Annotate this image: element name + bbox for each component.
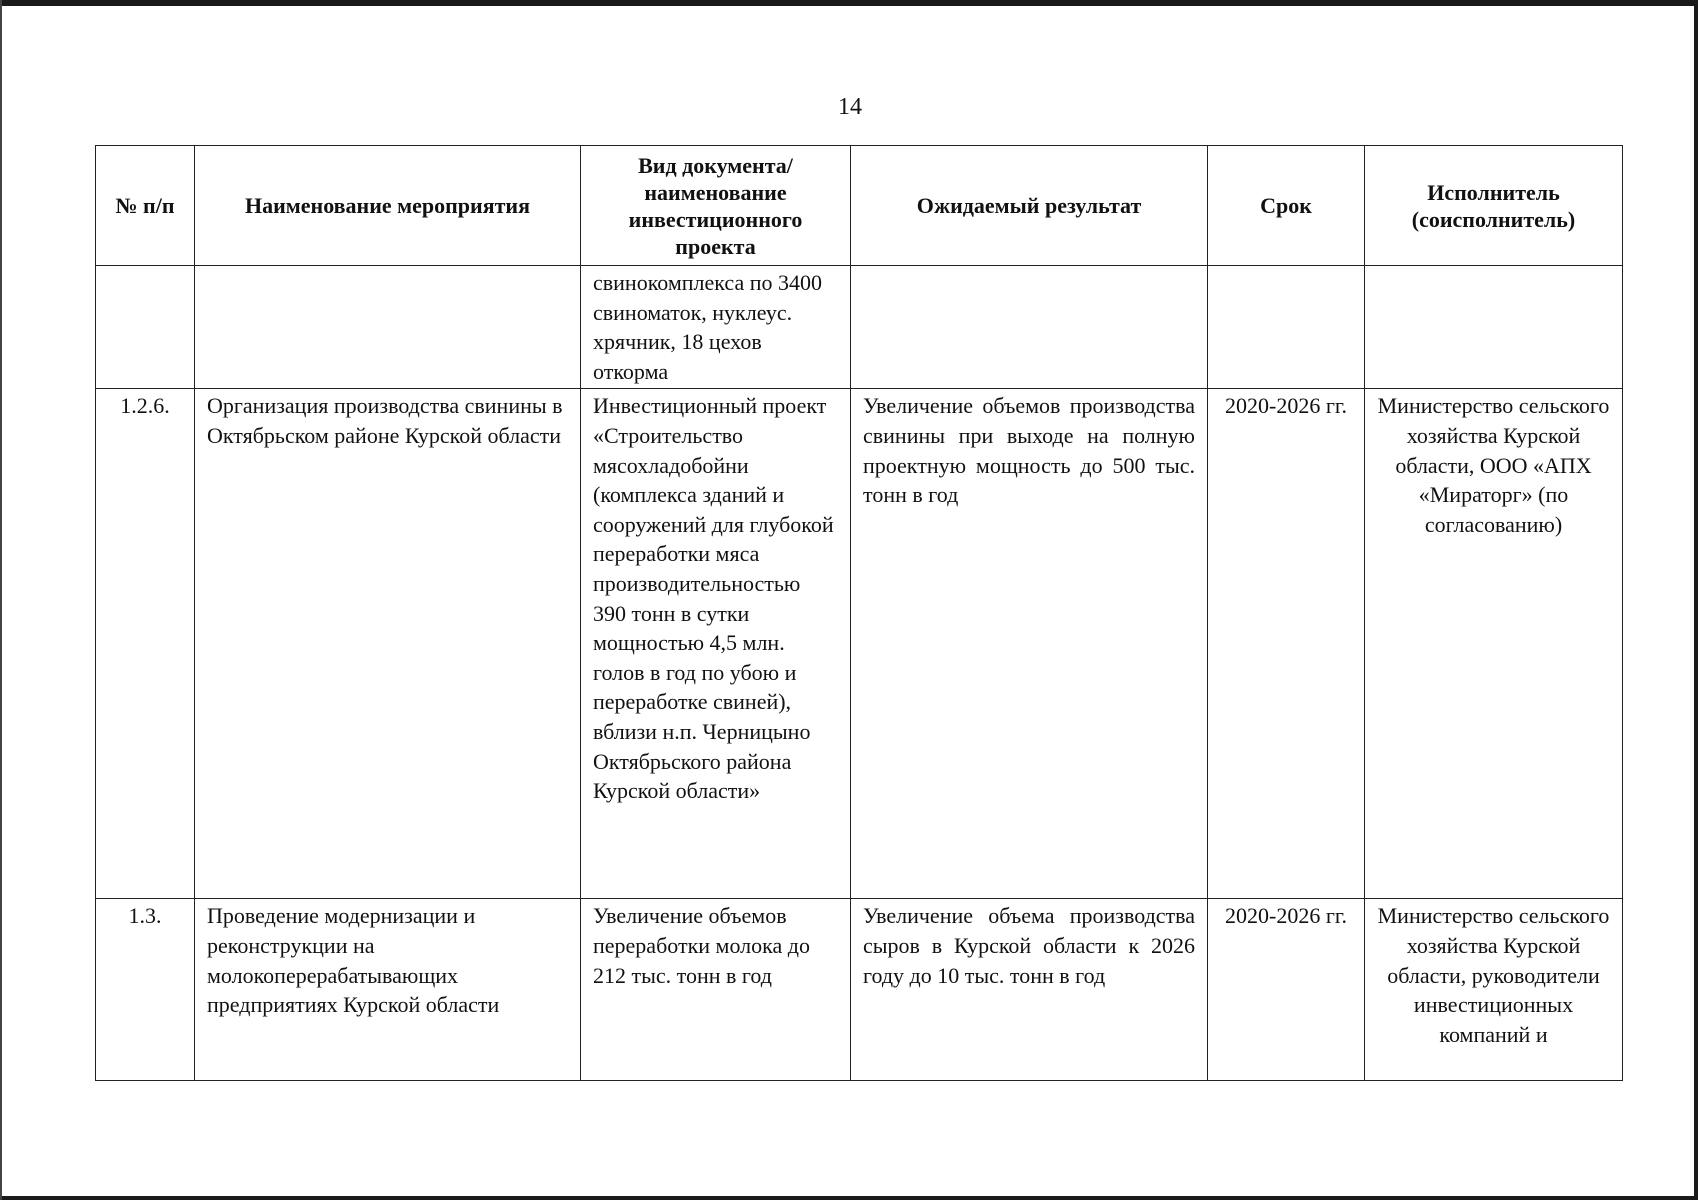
header-name: Наименование мероприятия: [195, 146, 581, 266]
scan-border-right: [1694, 0, 1698, 1200]
scan-border-left: [0, 0, 2, 1200]
header-row: [96, 146, 1623, 266]
scan-border-bottom: [0, 1196, 1698, 1200]
table-row: [96, 389, 1623, 899]
cell-result: Увеличение объемов производства свинины при выходе на полную проектную мощность до 500 тыс. тонн в год: [851, 389, 1208, 899]
cell-num: [96, 266, 195, 389]
cell-num: 1.2.6.: [96, 389, 195, 899]
cell-result: Увеличение объема производства сыров в Курской области к 2026 году до 10 тыс. тонн в год: [851, 899, 1208, 1081]
table-row: [96, 899, 1623, 1081]
header-term: Срок: [1208, 146, 1365, 266]
cell-term: 2020-2026 гг.: [1208, 899, 1365, 1081]
scan-border-top: [0, 0, 1698, 6]
cell-doc: Инвестиционный проект «Строительство мясохладобойни (комплекса зданий и сооружений для глубокой переработки мяса производительностью 390 тонн в сутки мощностью 4,5 млн. голов в год по убою и переработке свиней), вблизи н.п. Черницыно Октябрьского района Курской области»: [581, 389, 851, 899]
cell-doc: свинокомплекса по 3400 свиноматок, нуклеус. хрячник, 18 цехов откорма: [581, 266, 851, 389]
cell-name: [195, 266, 581, 389]
cell-executor: [1365, 266, 1623, 389]
cell-num: 1.3.: [96, 899, 195, 1081]
cell-term: [1208, 266, 1365, 389]
header-executor: Исполнитель (соисполнитель): [1365, 146, 1623, 266]
table-row: [96, 266, 1623, 389]
measures-table: [95, 145, 1623, 1081]
header-num: № п/п: [96, 146, 195, 266]
cell-result: [851, 266, 1208, 389]
page-number: 14: [838, 94, 862, 120]
cell-doc: Увеличение объемов переработки молока до 212 тыс. тонн в год: [581, 899, 851, 1081]
cell-executor: Министерство сельского хозяйства Курской области, ООО «АПХ «Мираторг» (по согласованию): [1365, 389, 1623, 899]
cell-name: Организация производства свинины в Октябрьском районе Курской области: [195, 389, 581, 899]
header-doc: Вид документа/ наименование инвестиционного проекта: [581, 146, 851, 266]
cell-name: Проведение модернизации и реконструкции на молокоперерабатывающих предприятиях Курской области: [195, 899, 581, 1081]
cell-executor: Министерство сельского хозяйства Курской области, руководители инвестиционных компаний и: [1365, 899, 1623, 1081]
header-result: Ожидаемый результат: [851, 146, 1208, 266]
cell-term: 2020-2026 гг.: [1208, 389, 1365, 899]
